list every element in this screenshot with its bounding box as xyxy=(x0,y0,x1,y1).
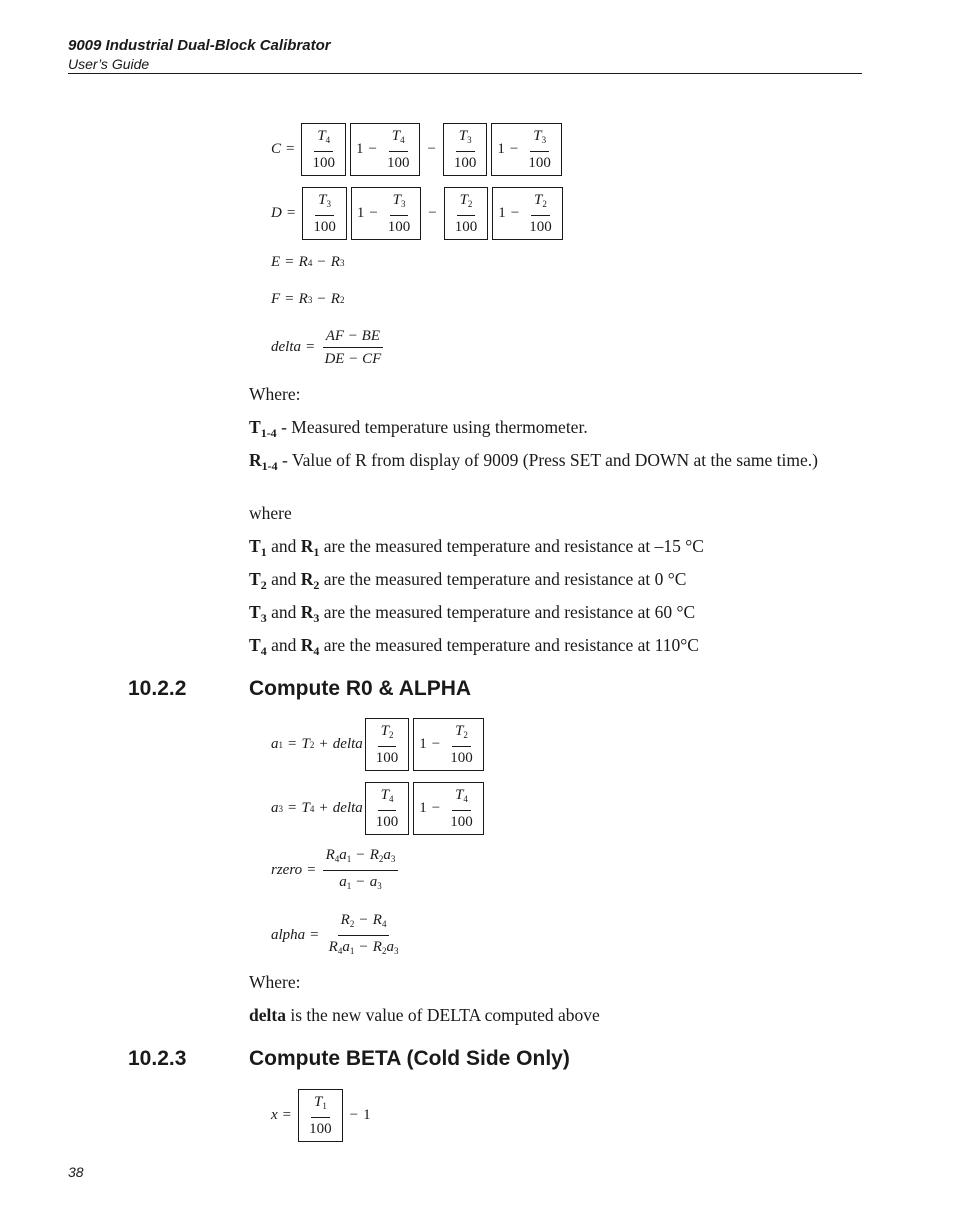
section-number-10-2-3: 10.2.3 xyxy=(128,1047,187,1070)
section-title-10-2-3: Compute BETA (Cold Side Only) xyxy=(249,1047,570,1070)
document-title: 9009 Industrial Dual-Block Calibrator xyxy=(68,37,331,54)
equation-a3: a 3 = T 4 + delta $\frac{T_4}{100}$ 1 − $\frac{T_4}{100}$ xyxy=(271,782,486,835)
equation-f: F = R 3 − R 2 xyxy=(271,291,345,307)
measurement-row-2: $T_2$ and $R_2$ are the measured temperature and resistance at 0 °C xyxy=(249,569,687,592)
equation-a1: a 1 = T 2 + delta $\frac{T_2}{100}$ 1 − $\frac{T_2}{100}$ xyxy=(271,718,486,771)
r14-definition: $R_{1-4}$ - Value of R from display of 9009 (Press SET and DOWN at the same time.) xyxy=(249,450,818,473)
where-label-2: where xyxy=(249,503,292,523)
t14-definition: $T_{1-4}$ - Measured temperature using thermometer. xyxy=(249,417,588,440)
equation-alpha: alpha = $\frac{R_2 - R_4}{R_4a_1 - R_2a_3}$ xyxy=(271,912,399,956)
page-number: 38 xyxy=(68,1164,84,1180)
equation-d: D = $\frac{T_3}{100}$ 1 − $\frac{T_3}{100}$ − $\frac{T_2}{100}$ 1 − $\frac{T_2}{100}$ xyxy=(271,187,565,240)
header-rule xyxy=(68,73,862,74)
equation-rzero: rzero = $\frac{R_4a_1 - R_2a_3}{a_1 - a_3}$ xyxy=(271,846,400,895)
where-label-3: Where: xyxy=(249,972,301,992)
equation-x: x = $\frac{T_1}{100}$ − 1 xyxy=(271,1089,371,1142)
measurement-row-1: $T_1$ and $R_1$ are the measured temperature and resistance at –15 °C xyxy=(249,536,704,559)
equation-e: E = R 4 − R 3 xyxy=(271,254,345,270)
measurement-row-3: $T_3$ and $R_3$ are the measured temperature and resistance at 60 °C xyxy=(249,602,696,625)
section-title-10-2-2: Compute R0 & ALPHA xyxy=(249,677,472,700)
equation-delta: delta = $\frac{AF - BE}{DE - CF}$ xyxy=(271,328,382,367)
document-subtitle: User’s Guide xyxy=(68,56,150,72)
where-label-1: Where: xyxy=(249,384,301,404)
section-number-10-2-2: 10.2.2 xyxy=(128,677,187,700)
equation-c: C = $\frac{T_4}{100}$ 1 − $\frac{T_4}{100}$ − $\frac{T_3}{100}$ 1 − $\frac{T_3}{100}$ xyxy=(271,123,564,176)
delta-definition: delta is the new value of DELTA computed above xyxy=(249,1005,600,1025)
measurement-row-4: $T_4$ and $R_4$ are the measured temperature and resistance at 110°C xyxy=(249,635,699,658)
